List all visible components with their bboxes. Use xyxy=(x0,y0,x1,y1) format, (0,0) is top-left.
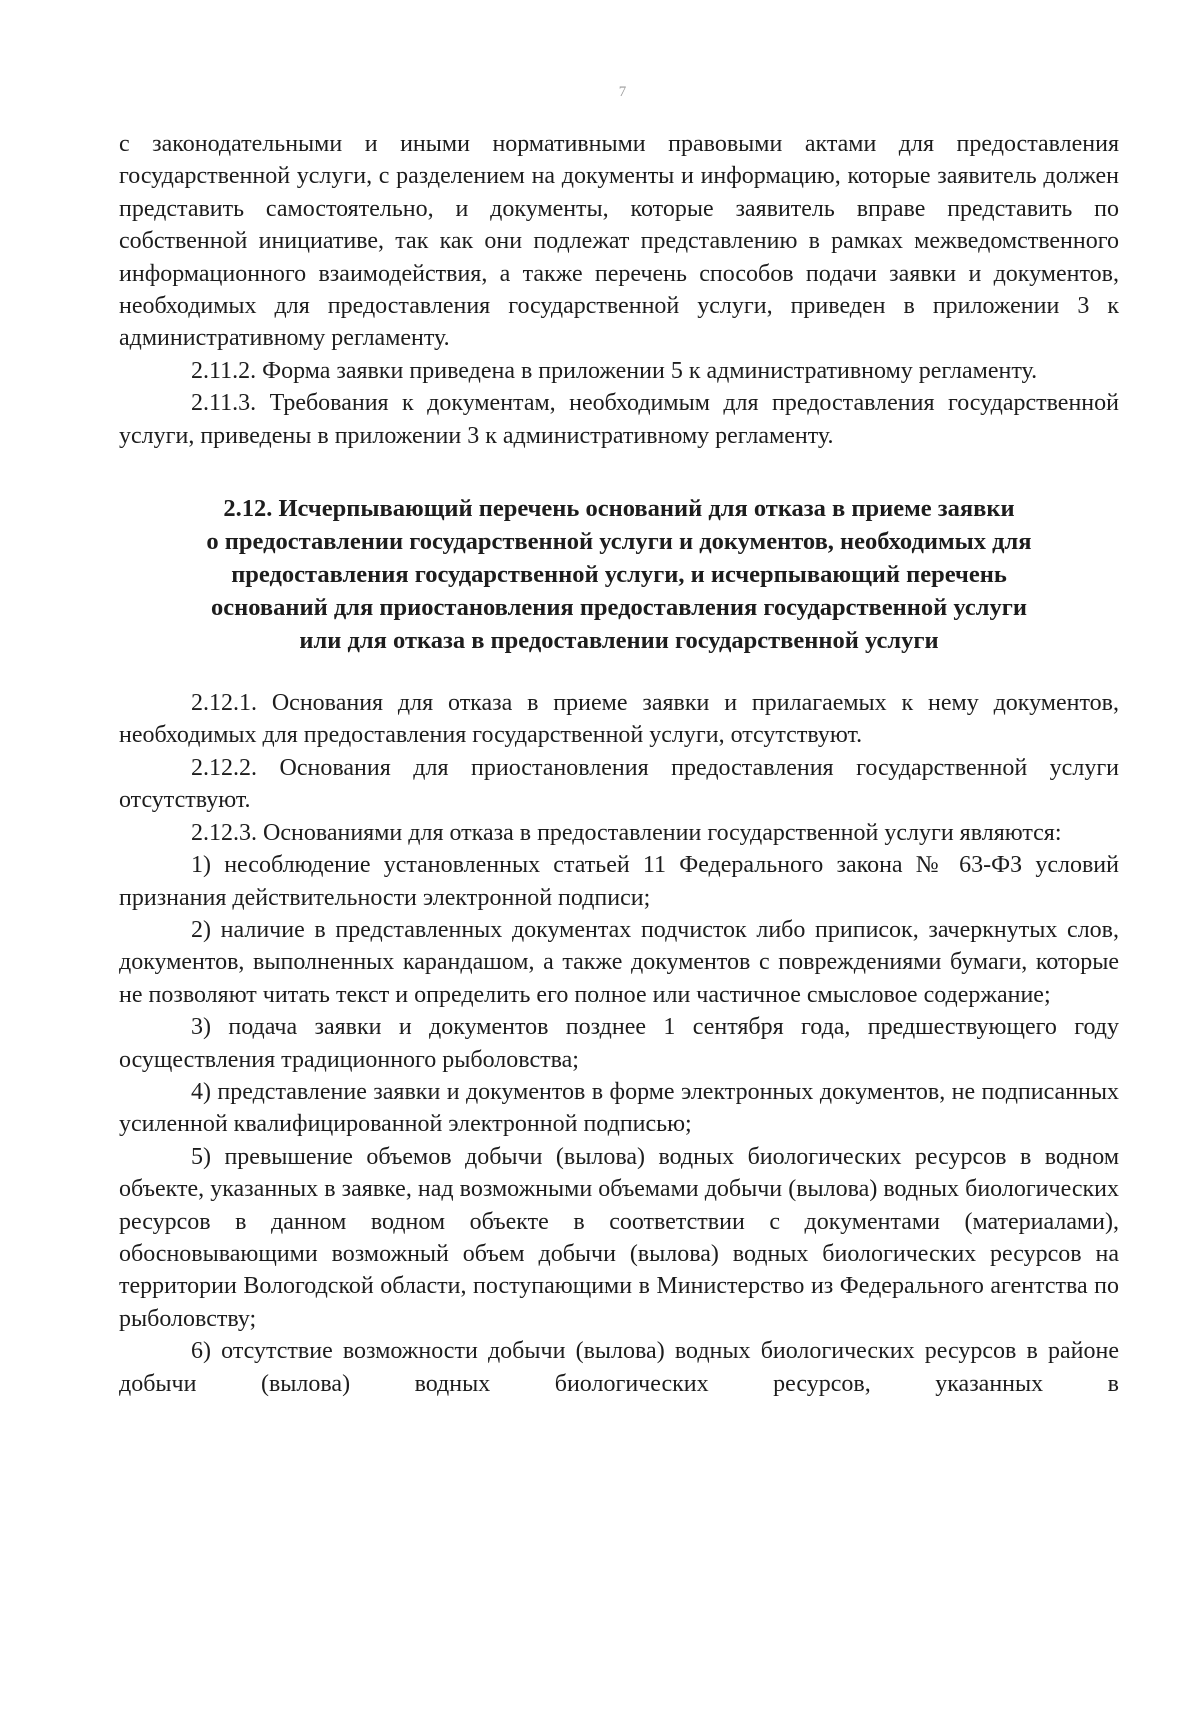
list-item: 1) несоблюдение установленных статьей 11 Федерального закона № 63-ФЗ условий признания действительности электронной подписи; xyxy=(119,852,1119,911)
heading-line: оснований для приостановления предоставления государственной услуги xyxy=(211,594,1027,622)
list-item: 6) отсутствие возможности добычи (вылова) водных биологических ресурсов в районе добычи (вылова) водных биологических ресурсов, указанных в xyxy=(119,1338,1119,1397)
heading-line: или для отказа в предоставлении государственной услуги xyxy=(299,627,939,655)
page-number: 7 xyxy=(618,84,627,100)
section-2-11-continuation: с законодательными и иными нормативными правовыми актами для предоставления государственной услуги, с разделением на документы и информацию, которые заявитель должен представить самостоятельно, и документы, которые заявитель вправе представить по собственной инициативе, так как они подлежат представлению в рамках межведомственного информационного взаимодействия, а также перечень способов подачи заявки и документов, необходимых для предоставления государственной услуги, приведен в приложении 3 к административному регламенту. xyxy=(119,131,1119,352)
paragraph-2-12-1: 2.12.1. Основания для отказа в приеме заявки и прилагаемых к нему документов, необходимых для предоставления государственной услуги, отсутствуют. xyxy=(119,690,1119,749)
heading-line: о предоставлении государственной услуги и документов, необходимых для xyxy=(206,528,1032,556)
list-item: 2) наличие в представленных документах подчисток либо приписок, зачеркнутых слов, документов, выполненных карандашом, а также документов с повреждениями бумаги, которые не позволяют читать текст и определить его полное или частичное смысловое содержание; xyxy=(119,916,1119,1008)
heading-line: 2.12. Исчерпывающий перечень оснований для отказа в приеме заявки xyxy=(223,495,1015,523)
paragraph-2-11-3: 2.11.3. Требования к документам, необходимым для предоставления государственной услуги, приведены в приложении 3 к административному регламенту. xyxy=(119,390,1119,449)
heading-line: предоставления государственной услуги, и исчерпывающий перечень xyxy=(231,561,1007,589)
paragraph-2-12-3: 2.12.3. Основаниями для отказа в предоставлении государственной услуги являются: xyxy=(191,819,1062,846)
list-item: 5) превышение объемов добычи (вылова) водных биологических ресурсов в водном объекте, указанных в заявке, над возможными объемами добычи (вылова) водных биологических ресурсов в данном водном объекте в соответствии с документами (материалами), обосновывающими возможный объем добычи (вылова) водных биологических ресурсов на территории Вологодской области, поступающими в Министерство из Федерального агентства по рыболовству; xyxy=(119,1143,1119,1332)
section-2-12-heading xyxy=(119,492,1119,657)
list-item: 4) представление заявки и документов в форме электронных документов, не подписанных усиленной квалифицированной электронной подписью; xyxy=(119,1078,1119,1138)
document-body xyxy=(119,128,1119,1400)
list-item: 3) подача заявки и документов позднее 1 сентября года, предшествующего году осуществления традиционного рыболовства; xyxy=(119,1014,1119,1073)
paragraph-2-12-2: 2.12.2. Основания для приостановления предоставления государственной услуги отсутствуют. xyxy=(119,754,1119,814)
paragraph-2-11-2: 2.11.2. Форма заявки приведена в приложении 5 к административному регламенту. xyxy=(191,357,1038,384)
